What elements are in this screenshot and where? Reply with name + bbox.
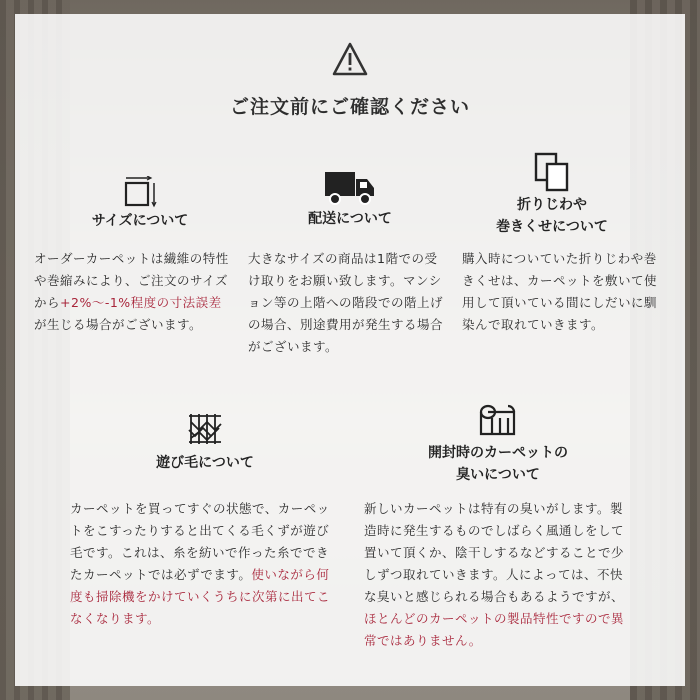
warning-icon [332,42,368,76]
lint-title: 遊び毛について [156,455,254,471]
page-title: ご注文前にご確認ください [229,96,470,118]
odor-text-highlight: ほとんどのカーペットの製品特性ですので異常ではありません。 [364,611,625,648]
odor-title-1: 開封時のカーペットの [428,445,568,461]
size-text [34,248,234,336]
size-title: サイズについて [91,213,189,229]
odor-title-2: 臭いについて [456,467,540,483]
truck-icon [324,170,376,206]
size-text-highlight: +2%〜-1%程度の寸法誤差 [60,295,222,310]
odor-section [400,404,596,486]
rolled-carpet-icon [478,404,518,440]
lint-text-highlight: 使いながら何度も掃除機をかけていくうちに次第に出てこなくなります。 [70,567,331,626]
size-text-b: が生じる場合がございます。 [34,317,203,332]
fiber-icon [187,412,223,446]
shipping-title: 配送について [308,211,392,227]
fold-title-2: 巻きくせについて [496,219,608,235]
lint-text [70,498,340,630]
odor-text [364,498,634,652]
shipping-text: 大きなサイズの商品は1階での受け取りをお願い致します。マンション等の上階への階段での階上げの場合、別途費用が発生する場合がございます。 [248,251,444,354]
copy-fold-icon [534,152,570,192]
fold-title-1: 折りじわや [517,197,587,213]
size-section [60,176,220,232]
fold-section [472,152,632,238]
size-text-a: オーダーカーペットは繊維の特性や巻縮みにより、ご注文のサイズから [34,251,229,310]
odor-text-a: 新しいカーペットは特有の臭いがします。製造時に発生するものでしばらく風通しをして置いて頂くか、陰干しするなどすることで少しずつ取れていきます。人によっては、不快な臭いと感じられる場合もあるようですが、 [364,501,625,604]
size-icon [123,176,157,208]
fold-text: 購入時についていた折りじわや巻きくせは、カーペットを敷いて使用して頂いている間にしだいに馴染んで取れていきます。 [462,251,658,332]
shipping-section [270,170,430,230]
lint-section [125,412,285,474]
lint-text-a: カーペットを買ってすぐの状態で、カーペットをこすったりすると出てくる毛くずが遊び毛です。これは、糸を紡いで作った糸でできたカーペットでは必ずでます。 [70,501,330,582]
